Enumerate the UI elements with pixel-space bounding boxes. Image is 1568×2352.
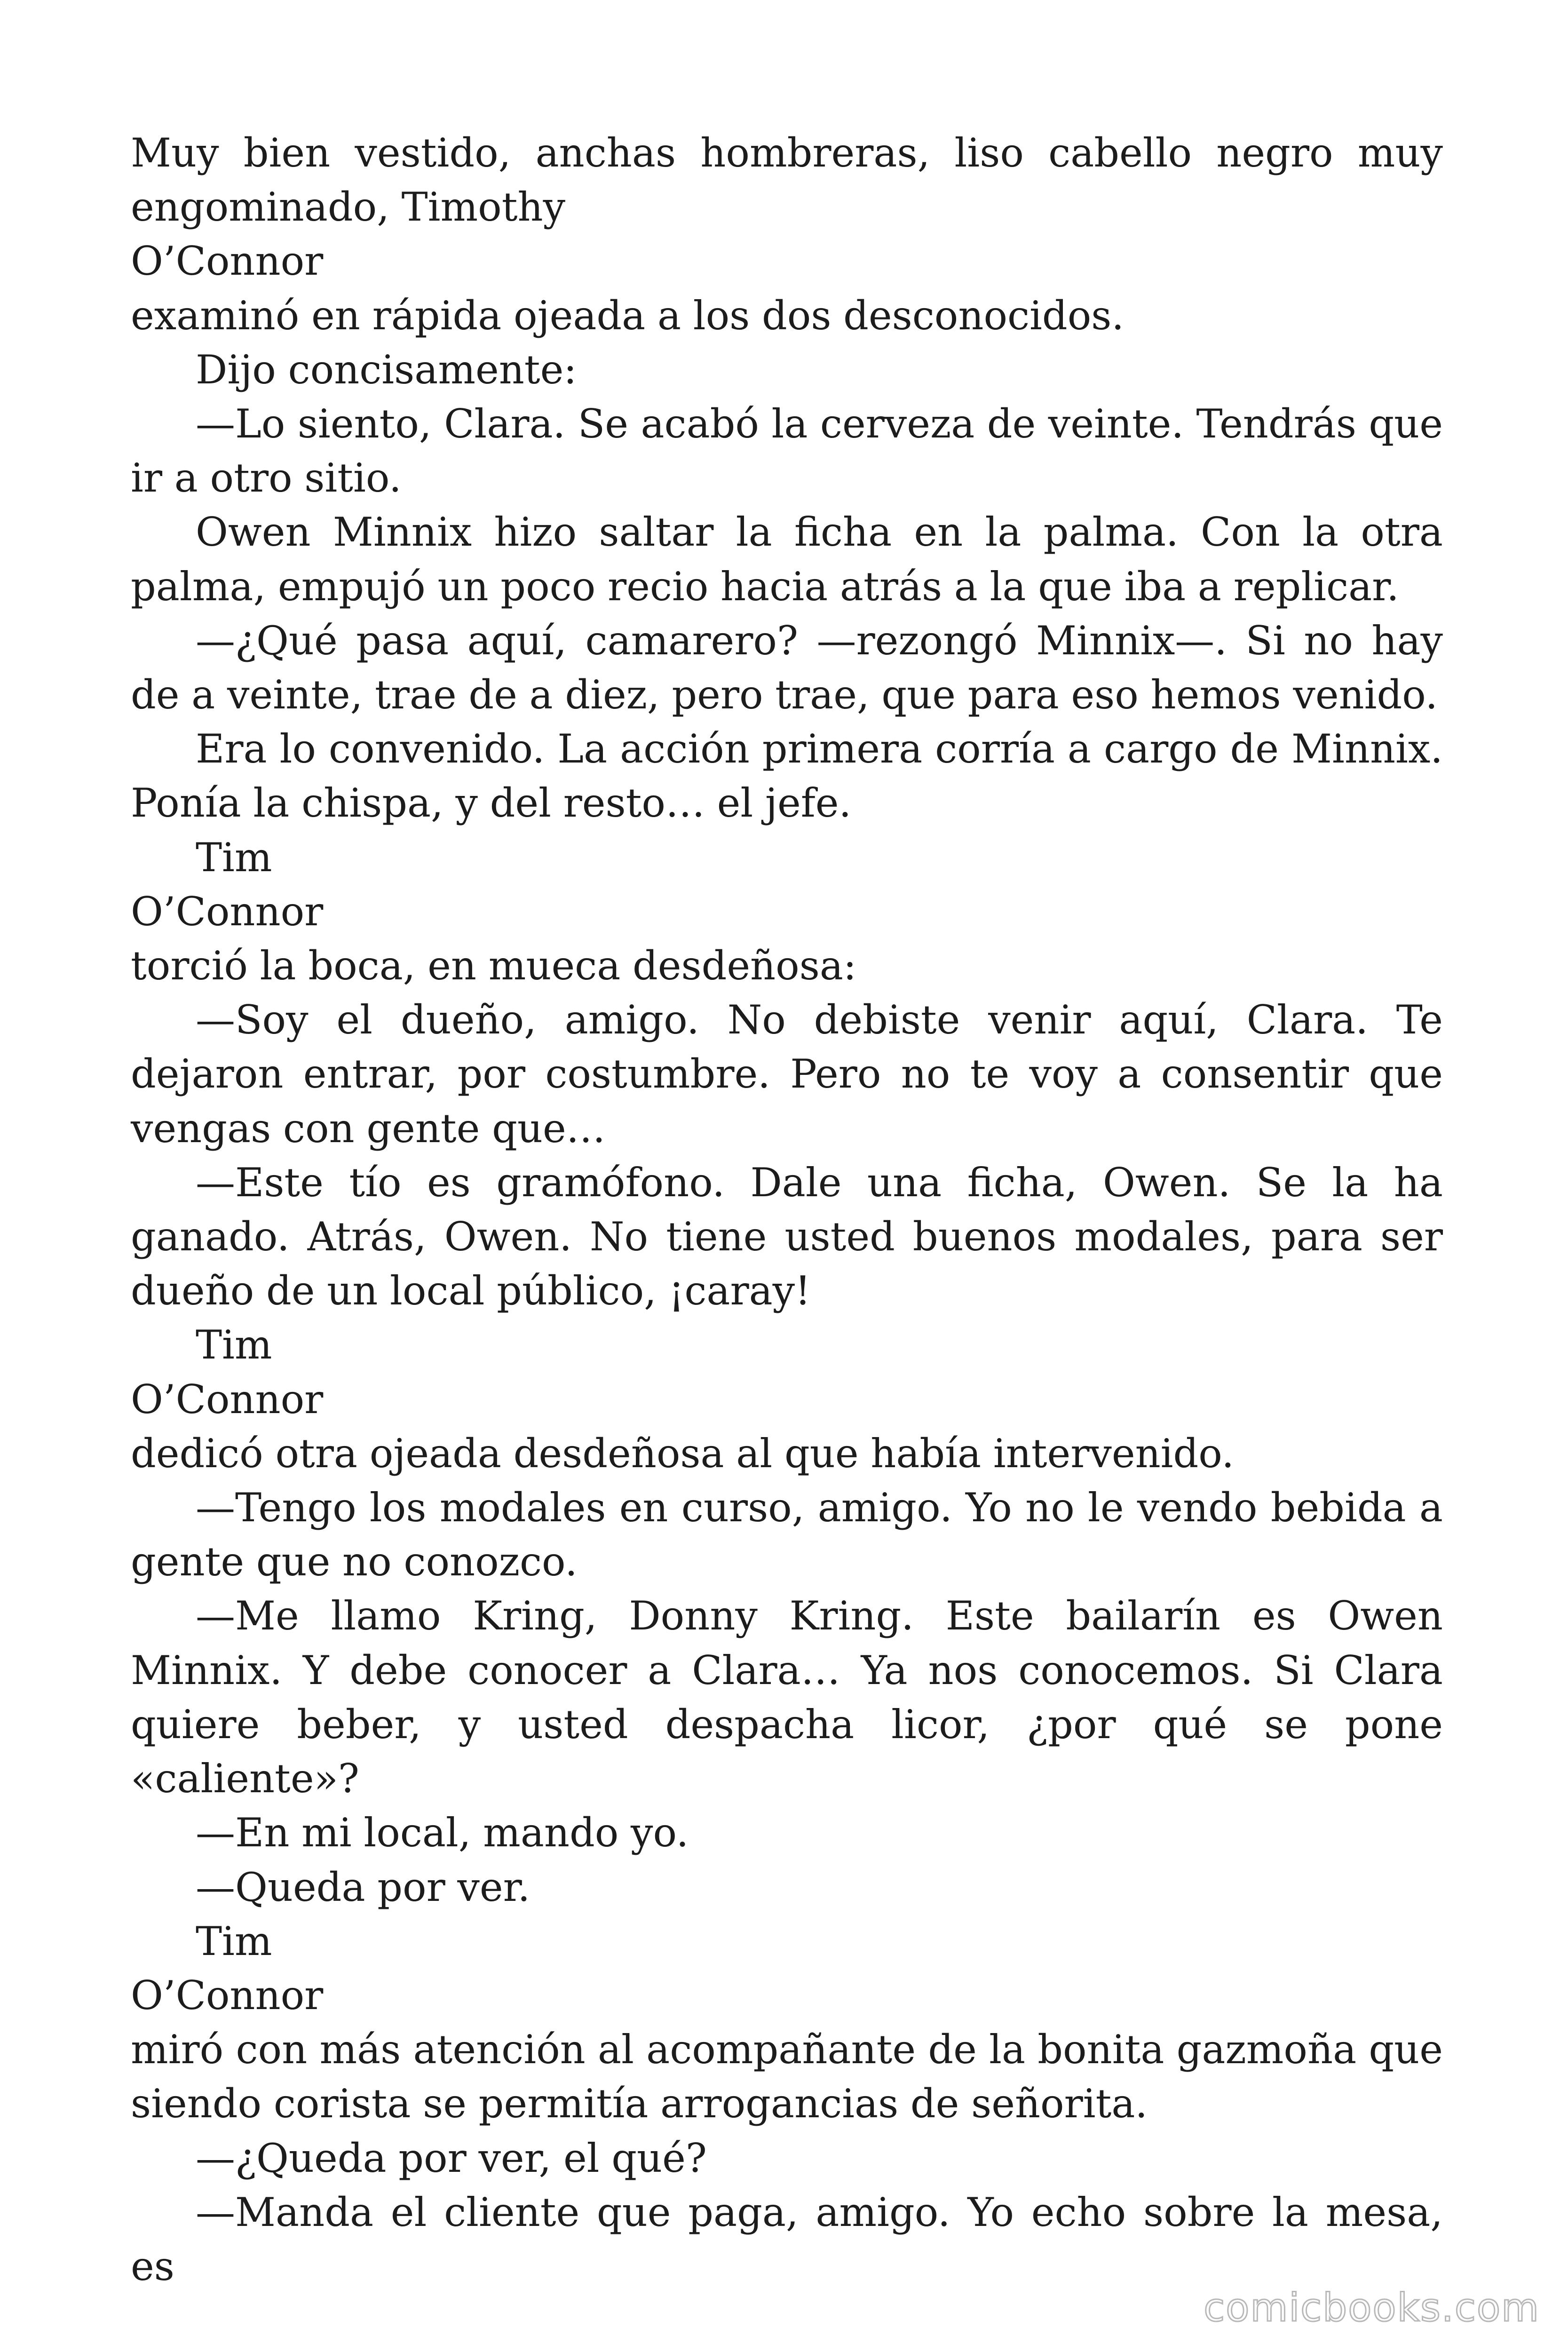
paragraph: Dijo concisamente: <box>196 346 577 393</box>
paragraph: —Manda el cliente que paga, amigo. Yo echo sobre la mesa, es <box>131 2189 1443 2289</box>
paragraph: O’Connor <box>131 1376 324 1422</box>
paragraph: —Queda por ver. <box>196 1864 531 1910</box>
paragraph: Muy bien vestido, anchas hombreras, liso cabello negro muy engominado, Timothy <box>131 130 1443 230</box>
paragraph: torció la boca, en mueca desdeñosa: <box>131 943 857 989</box>
paragraph: —Lo siento, Clara. Se acabó la cerveza de veinte. Tendrás que ir a otro sitio. <box>131 401 1443 501</box>
paragraph: O’Connor <box>131 888 324 935</box>
paragraph: —¿Queda por ver, el qué? <box>196 2135 707 2181</box>
paragraph: Tim <box>196 1918 272 1964</box>
paragraph: miró con más atención al acompañante de la bonita gazmoña que siendo corista se permitía arrogancias de señorita. <box>131 2026 1443 2127</box>
paragraph: —En mi local, mando yo. <box>196 1810 689 1856</box>
paragraph: —Tengo los modales en curso, amigo. Yo no le vendo bebida a gente que no conozco. <box>131 1485 1443 1585</box>
paragraph: —Me llamo Kring, Donny Kring. Este bailarín es Owen Minnix. Y debe conocer a Clara… Ya nos conocemos. Si Clara quiere beber, y usted despacha licor, ¿por qué se pone «caliente»? <box>131 1593 1443 1802</box>
paragraph: O’Connor <box>131 1972 324 2018</box>
paragraph: —Este tío es gramófono. Dale una ficha, Owen. Se la ha ganado. Atrás, Owen. No tiene usted buenos modales, para ser dueño de un local público, ¡caray! <box>131 1159 1443 1314</box>
paragraph: examinó en rápida ojeada a los dos desconocidos. <box>131 292 1125 339</box>
paragraph: Owen Minnix hizo saltar la ficha en la palma. Con la otra palma, empujó un poco recio hacia atrás a la que iba a replicar. <box>131 509 1443 610</box>
paragraph: Tim <box>196 1322 272 1368</box>
paragraph: Era lo convenido. La acción primera corría a cargo de Minnix. Ponía la chispa, y del resto… el jefe. <box>131 726 1443 826</box>
paragraph: Tim <box>196 834 272 881</box>
body-text <box>131 126 1443 2294</box>
paragraph: O’Connor <box>131 238 324 285</box>
paragraph: dedicó otra ojeada desdeñosa al que había intervenido. <box>131 1430 1235 1477</box>
paragraph: —¿Qué pasa aquí, camarero? —rezongó Minnix—. Si no hay de a veinte, trae de a diez, pero trae, que para eso hemos venido. <box>131 617 1443 718</box>
watermark: comicbooks.com <box>1204 2286 1540 2330</box>
paragraph: —Soy el dueño, amigo. No debiste venir aquí, Clara. Te dejaron entrar, por costumbre. Pero no te voy a consentir que vengas con gente que… <box>131 997 1443 1152</box>
